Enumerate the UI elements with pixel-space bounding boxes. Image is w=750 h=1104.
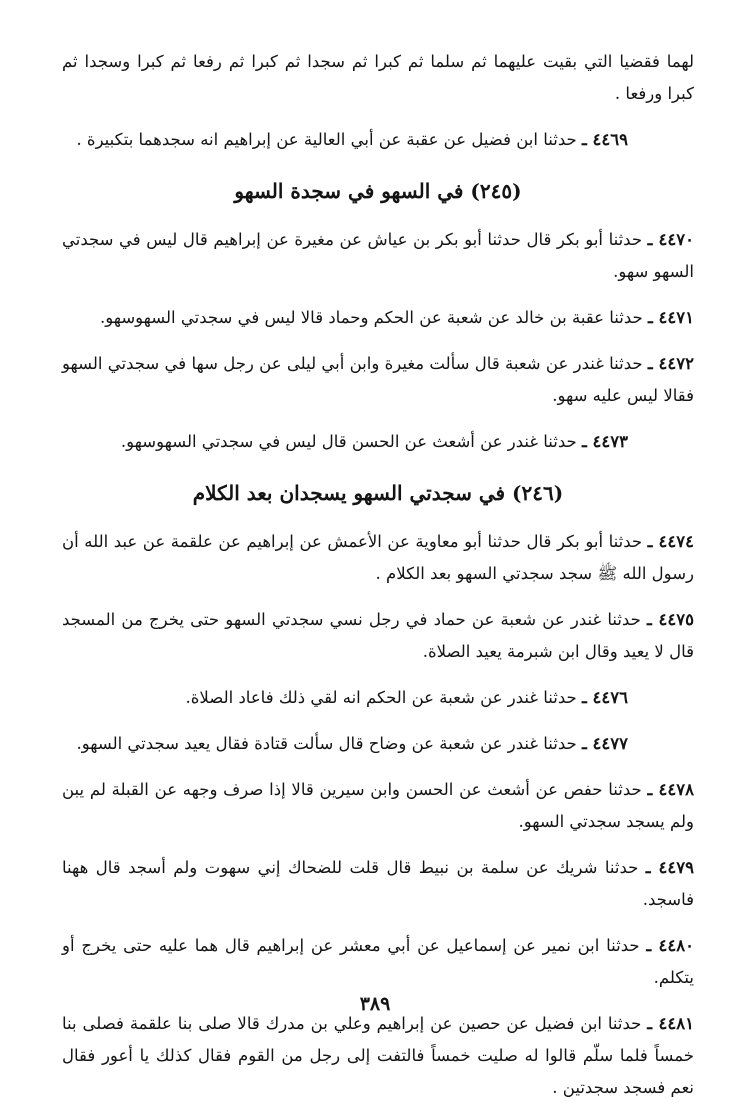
hadith-number: ٤٤٨٠ ـ — [646, 936, 694, 955]
hadith-text: حدثنا غندر عن شعبة عن الحكم انه لقي ذلك فاعاد الصلاة. — [185, 688, 577, 707]
hadith-4478 — [62, 774, 694, 838]
hadith-number: ٤٤٧٣ ـ — [581, 432, 628, 451]
hadith-number: ٤٤٨١ ـ — [647, 1014, 694, 1033]
chapter-heading-246: (٢٤٦) في سجدتي السهو يسجدان بعد الكلام — [192, 481, 564, 505]
page-number: ٣٨٩ — [359, 993, 391, 1015]
hadith-text: حدثنا غندر عن شعبة عن وضاح قال سألت قتادة فقال يعيد سجدتي السهو. — [76, 734, 577, 753]
hadith-number: ٤٤٧٧ ـ — [581, 734, 628, 753]
hadith-number: ٤٤٧١ ـ — [647, 308, 694, 327]
paragraph-text: لهما فقضيا التي بقيت عليهما ثم سلما ثم كبرا ثم سجدا ثم كبرا ثم رفعا ثم كبرا وسجدا ثم كبرا ورفعا . — [62, 52, 694, 103]
hadith-4476 — [62, 682, 694, 714]
hadith-4469 — [62, 124, 694, 156]
hadith-text: حدثنا حفص عن أشعث عن الحسن وابن سيرين قالا إذا صرف وجهه عن القبلة لم يبن ولم يسجد سجدتي السهو. — [62, 780, 694, 831]
hadith-text: حدثنا ابن فضيل عن عقبة عن أبي العالية عن إبراهيم انه سجدهما بتكبيرة . — [76, 130, 577, 149]
hadith-number: ٤٤٧٥ ـ — [647, 610, 694, 629]
hadith-text: حدثنا غندر عن شعبة قال سألت مغيرة وابن أبي ليلى عن رجل سها في سجدتي السهو فقالا ليس عليه سهو. — [62, 354, 694, 405]
hadith-text: حدثنا عقبة بن خالد عن شعبة عن الحكم وحماد قالا ليس في سجدتي السهوسهو. — [99, 308, 643, 327]
chapter-heading-245: (٢٤٥) في السهو في سجدة السهو — [234, 179, 522, 203]
hadith-number: ٤٤٧٩ ـ — [645, 858, 694, 877]
hadith-text: حدثنا أبو بكر قال حدثنا أبو معاوية عن الأعمش عن إبراهيم عن علقمة عن عبد الله أن رسول الله ﷺ سجد سجدتي السهو بعد الكلام . — [62, 532, 694, 583]
hadith-text: حدثنا ابن فضيل عن حصين عن إبراهيم وعلي بن مدرك قالا صلى بنا علقمة فصلى بنا خمساً فلما سلّم قالوا له صليت خمساً فالتفت إلى رجل من القوم فقال كذلك يا أعور فقال نعم فسجد سجدتين . — [62, 1014, 694, 1097]
hadith-number: ٤٤٧٠ ـ — [647, 230, 694, 249]
hadith-4480 — [62, 930, 694, 994]
hadith-4477 — [62, 728, 694, 760]
hadith-4473 — [62, 426, 694, 458]
hadith-4474 — [62, 526, 694, 590]
continuation-paragraph — [62, 46, 694, 110]
hadith-text: حدثنا غندر عن أشعث عن الحسن قال ليس في سجدتي السهوسهو. — [120, 432, 577, 451]
hadith-text: حدثنا ابن نمير عن إسماعيل عن أبي معشر عن إبراهيم قال هما عليه حتى يخرج أو يتكلم. — [62, 936, 694, 987]
hadith-text: حدثنا شريك عن سلمة بن نبيط قال قلت للضحاك إني سهوت ولم أسجد قال ههنا فاسجد. — [62, 858, 694, 909]
hadith-4472 — [62, 348, 694, 412]
hadith-number: ٤٤٧٤ ـ — [647, 532, 694, 551]
hadith-text: حدثنا أبو بكر قال حدثنا أبو بكر بن عياش عن مغيرة عن إبراهيم قال ليس في سجدتي السهو سهو. — [62, 230, 694, 281]
hadith-4481 — [62, 1008, 694, 1104]
hadith-4479 — [62, 852, 694, 916]
hadith-4470 — [62, 224, 694, 288]
hadith-4475 — [62, 604, 694, 668]
hadith-text: حدثنا غندر عن شعبة عن حماد في رجل نسي سجدتي السهو حتى يخرج من المسجد قال لا يعيد وقال ابن شبرمة يعيد الصلاة. — [62, 610, 694, 661]
hadith-number: ٤٤٦٩ ـ — [581, 130, 628, 149]
hadith-number: ٤٤٧٨ ـ — [647, 780, 694, 799]
hadith-number: ٤٤٧٢ ـ — [647, 354, 694, 373]
hadith-4471 — [62, 302, 694, 334]
hadith-number: ٤٤٧٦ ـ — [581, 688, 628, 707]
